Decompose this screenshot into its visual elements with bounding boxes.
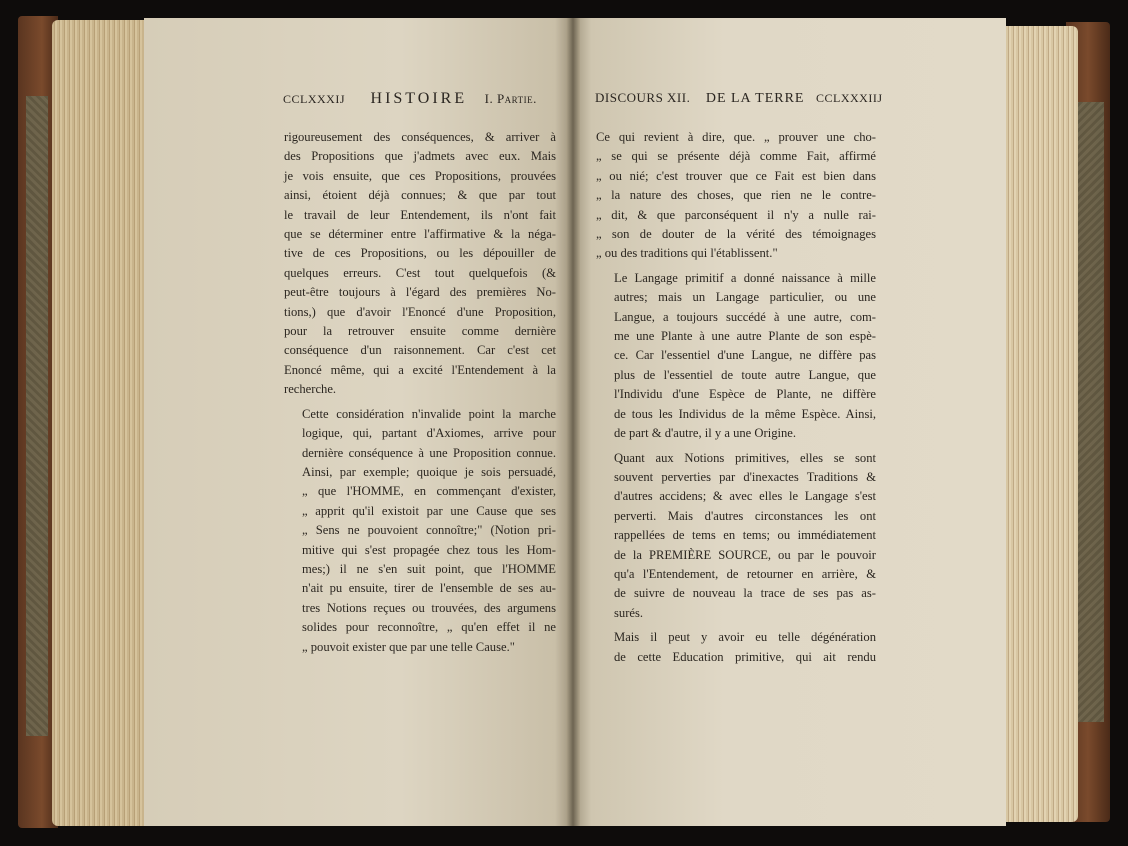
right-paragraph-2: [596, 269, 876, 444]
left-text-block: [284, 128, 556, 657]
text-line: de la PREMIÈRE SOURCE, ou par le pouvoir: [614, 547, 876, 562]
text-line: des Propositions que j'admets avec eux. Mais: [284, 149, 556, 164]
text-line: „ la nature des choses, que rien ne le contre-: [596, 188, 876, 203]
text-line: tres Notions reçues ou trouvées, des argumens: [302, 600, 556, 615]
text-line: de tous les Individus de la même Espèce. Ainsi,: [614, 406, 876, 421]
text-line: tions,) que d'avoir l'Enoncé d'une Proposition,: [284, 304, 556, 319]
left-folio: CCLXXXIJ: [283, 92, 346, 106]
left-paragraph-2: [284, 405, 556, 657]
text-line: solides pour reconnoître, „ qu'en effet il ne: [302, 620, 556, 635]
text-line: rigoureusement des conséquences, & arriver à: [284, 130, 556, 144]
left-page-edges: [52, 20, 148, 826]
right-running-title: DE LA TERRE: [705, 91, 805, 106]
text-line: Mais il peut y avoir eu telle dégénération: [614, 630, 876, 645]
text-line: perverti. Mais d'autres circonstances les ont: [614, 508, 876, 523]
text-line: Enoncé même, qui a excité l'Entendement à la: [284, 362, 556, 377]
text-line: recherche.: [284, 382, 337, 397]
right-running-head: [595, 90, 895, 107]
text-line: de cette Education primitive, qui ait rendu: [614, 649, 876, 664]
text-line: Cette considération n'invalide point la marche: [302, 406, 556, 421]
text-line: d'autres accidens; & avec elles le Langage s'est: [614, 489, 876, 504]
text-line: dernière conséquence à une Proposition connue.: [302, 445, 556, 460]
text-line: logique, qui, partant d'Axiomes, arrive pour: [302, 426, 556, 441]
text-line: peut-être toujours à l'égard des premières No-: [284, 285, 556, 300]
right-text-block: [596, 128, 876, 667]
text-line: „ pouvoit exister que par une telle Cause.": [302, 639, 515, 654]
right-paragraph-4: [596, 628, 876, 667]
text-line: „ apprit qu'il existoit par une Cause que ses: [302, 503, 556, 518]
text-line: quelques erreurs. C'est tout quelquefois (&: [284, 265, 556, 280]
right-paragraph-3: [596, 449, 876, 624]
text-line: „ se qui se présente déjà comme Fait, affirmé: [596, 149, 876, 164]
text-line: conséquence d'un raisonnement. Car c'est cet: [284, 343, 556, 358]
text-line: „ ou nié; c'est trouver que ce Fait est bien dans: [596, 168, 876, 183]
text-line: rappellées de tems en tems; ou immédiatement: [614, 528, 876, 543]
text-line: de suivre de nouveau la trace de ses pas as-: [614, 586, 876, 601]
text-line: me une Plante à une autre Plante de son espè-: [614, 329, 876, 344]
text-line: ainsi, étoient déjà connues; & que par tout: [284, 188, 556, 203]
text-line: souvent perverties par d'inexactes Traditions &: [614, 469, 876, 484]
text-line: Quant aux Notions primitives, elles se sont: [614, 450, 876, 465]
gutter: [566, 18, 580, 826]
text-line: mes;) il ne s'en suit point, que l'HOMME: [302, 561, 556, 576]
left-paragraph-1: [284, 128, 556, 400]
text-line: qu'a l'Entendement, de retourner en arrière, &: [614, 566, 876, 581]
text-line: tive de ces Propositions, ou les dépouiller de: [284, 246, 556, 261]
text-line: „ que l'HOMME, en commençant d'exister,: [302, 484, 556, 499]
text-line: plus de l'essentiel de toute autre Langue, que: [614, 367, 876, 382]
left-running-title: HISTOIRE: [370, 90, 468, 107]
text-line: de part & d'autre, il y a une Origine.: [614, 426, 797, 441]
text-line: mitive qui s'est propagée chez tous les Hom-: [302, 542, 556, 557]
text-line: Langue, a toujours succédé à une autre, com-: [614, 309, 876, 324]
text-line: „ dit, & que parconséquent il n'y a nulle rai-: [596, 207, 876, 222]
text-line: „ Sens ne pouvoient connoître;" (Notion pri-: [302, 523, 556, 538]
right-page-edges: [1006, 26, 1078, 822]
left-running-head: [283, 90, 558, 108]
text-line: l'Individu d'une Espèce de Plante, ne diffère: [614, 387, 876, 402]
text-line: „ son de douter de la vérité des témoignages: [596, 227, 876, 242]
text-line: pour la retrouver ensuite comme dernière: [284, 324, 556, 339]
text-line: que se déterminer entre l'affirmative & la néga-: [284, 227, 556, 242]
right-folio: CCLXXXIIJ: [815, 91, 883, 105]
text-line: n'ait pu ensuite, tirer de l'ensemble de ses au-: [302, 581, 556, 596]
text-line: surés.: [614, 605, 644, 620]
left-part: I. Partie.: [484, 91, 537, 106]
text-line: je vois ensuite, que ces Propositions, prouvées: [284, 168, 556, 183]
text-line: le travail de leur Entendement, ils n'ont fait: [284, 207, 556, 222]
right-paragraph-1: [596, 128, 876, 264]
right-discours: DISCOURS XII.: [595, 90, 691, 105]
text-line: Ainsi, par exemple; quoique je sois persuadé,: [302, 464, 556, 479]
text-line: Le Langage primitif a donné naissance à mille: [614, 270, 876, 285]
text-line: Ce qui revient à dire, que. „ prouver une cho-: [596, 130, 876, 144]
text-line: autres; mais un Langage particulier, ou une: [614, 290, 876, 305]
text-line: „ ou des traditions qui l'établissent.": [596, 246, 778, 261]
text-line: ce. Car l'essentiel d'une Langue, ne diffère pas: [614, 348, 876, 363]
